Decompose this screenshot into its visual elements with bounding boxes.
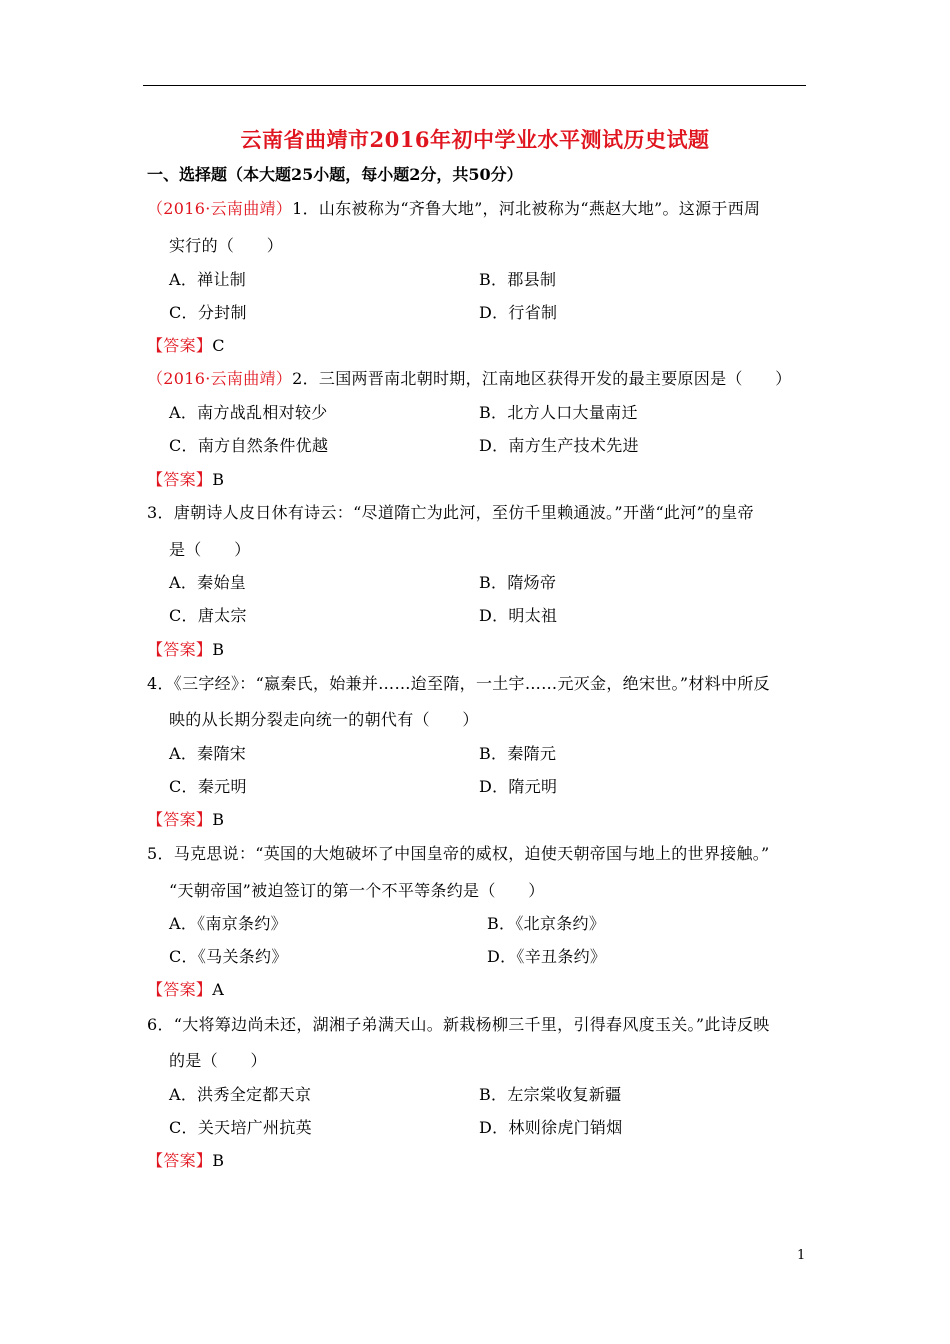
question-4-option-b: B．秦隋元 (479, 744, 557, 763)
answer-value: B (212, 810, 225, 829)
question-4-line1: 4．《三字经》：“嬴秦氏，始兼并……迨至隋，一土宇……元灭金，绝宋世。”材料中所反 (147, 674, 770, 693)
question-6-option-b: B．左宗棠收复新疆 (479, 1085, 622, 1104)
question-5-option-b: B．《北京条约》 (487, 914, 606, 933)
answer-tag: 【答案】 (147, 640, 213, 659)
question-5-answer (147, 977, 224, 1000)
question-2-option-c: C．南方自然条件优越 (169, 436, 329, 455)
question-6-option-d: D．林则徐虎门销烟 (479, 1118, 623, 1137)
question-6-line1: 6．“大将筹边尚未还，湖湘子弟满天山。新栽杨柳三千里，引得春风度玉关。”此诗反映 (147, 1015, 770, 1034)
question-6-answer (147, 1148, 224, 1171)
question-1-stem (147, 196, 760, 219)
question-1-line1: 1．山东被称为“齐鲁大地”，河北被称为“燕赵大地”。这源于西周 (292, 199, 761, 218)
question-4-option-d: D．隋元明 (479, 777, 558, 796)
answer-value: B (212, 640, 225, 659)
question-3-option-c: C．唐太宗 (169, 606, 247, 625)
answer-value: C (212, 336, 225, 355)
question-5-line1: 5．马克思说：“英国的大炮破坏了中国皇帝的威权，迫使天朝帝国与地上的世界接触。” (147, 844, 770, 863)
answer-value: B (212, 1151, 225, 1170)
question-4-option-a: A．秦隋宋 (169, 744, 247, 763)
question-2-source: （2016·云南曲靖） (147, 369, 293, 388)
question-3-line1: 3．唐朝诗人皮日休有诗云：“尽道隋亡为此河，至仿千里赖通波。”开凿“此河”的皇帝 (147, 503, 754, 522)
question-1-option-a: A．禅让制 (169, 270, 247, 289)
question-3-option-d: D．明太祖 (479, 606, 558, 625)
answer-tag: 【答案】 (147, 980, 213, 999)
answer-value: B (212, 470, 225, 489)
question-6-line2: 的是（ ） (169, 1051, 267, 1070)
question-2-option-d: D．南方生产技术先进 (479, 436, 639, 455)
question-6-option-a: A．洪秀全定都天京 (169, 1085, 312, 1104)
top-rule (143, 85, 806, 86)
page-title: 云南省曲靖市2016年初中学业水平测试历史试题 (240, 127, 710, 152)
question-1-line2: 实行的（ ） (169, 236, 284, 255)
question-2-stem (147, 366, 792, 389)
question-1-option-d: D．行省制 (479, 303, 558, 322)
page-number: 1 (797, 1248, 806, 1263)
question-1-answer (147, 333, 225, 356)
question-4-option-c: C．秦元明 (169, 777, 247, 796)
question-6-option-c: C．关天培广州抗英 (169, 1118, 312, 1137)
section-heading: 一、选择题（本大题25小题，每小题2分，共50分） (147, 165, 523, 184)
answer-tag: 【答案】 (147, 1151, 213, 1170)
question-1-source: （2016·云南曲靖） (147, 199, 293, 218)
question-1-option-b: B．郡县制 (479, 270, 557, 289)
question-2-option-b: B．北方人口大量南迁 (479, 403, 638, 422)
question-5-option-c: C．《马关条约》 (169, 947, 288, 966)
question-4-line2: 映的从长期分裂走向统一的朝代有（ ） (169, 710, 479, 729)
question-5-line2: “天朝帝国”被迫签订的第一个不平等条约是（ ） (169, 881, 545, 900)
question-1-option-c: C．分封制 (169, 303, 247, 322)
question-3-answer (147, 637, 224, 660)
answer-tag: 【答案】 (147, 336, 213, 355)
question-5-option-d: D．《辛丑条约》 (487, 947, 607, 966)
answer-tag: 【答案】 (147, 470, 213, 489)
question-3-line2: 是（ ） (169, 540, 251, 559)
question-3-option-a: A．秦始皇 (169, 573, 247, 592)
question-2-line1: 2．三国两晋南北朝时期，江南地区获得开发的最主要原因是（ ） (292, 369, 792, 388)
question-3-option-b: B．隋炀帝 (479, 573, 557, 592)
question-2-answer (147, 467, 224, 490)
answer-tag: 【答案】 (147, 810, 213, 829)
question-2-option-a: A．南方战乱相对较少 (169, 403, 328, 422)
answer-value: A (212, 980, 225, 999)
question-4-answer (147, 807, 224, 830)
question-5-option-a: A．《南京条约》 (169, 914, 287, 933)
